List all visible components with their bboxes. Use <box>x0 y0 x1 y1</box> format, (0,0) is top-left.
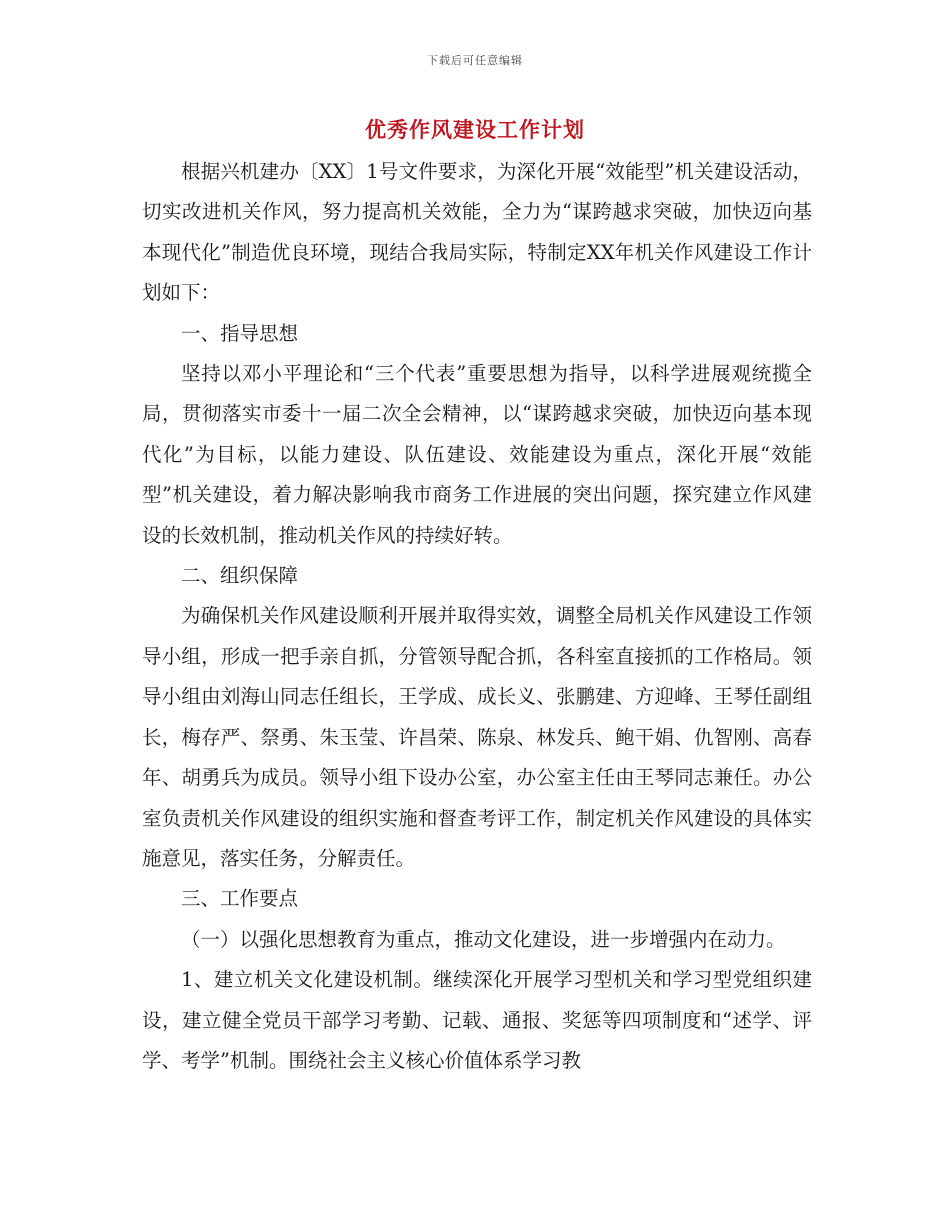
section-heading: 三、工作要点 <box>181 887 299 911</box>
page-header: 下载后可任意编辑 <box>427 54 523 67</box>
document-title: 优秀作风建设工作计划 <box>365 117 585 142</box>
subsection-heading: （一）以强化思想教育为重点，推动文化建设，进一步增强内在动力。 <box>181 927 786 951</box>
section-heading: 一、指导思想 <box>181 321 299 345</box>
section-heading: 二、组织保障 <box>181 564 299 588</box>
paragraph: 1、建立机关文化建设机制。继续深化开展学习型机关和学习型党组织建设，建立健全党员干部学习考勤、记载、通报、奖惩等四项制度和“述学、评学、考学”机制。围绕社会主义核心价值体系学习教 <box>142 968 812 1072</box>
document-body <box>142 152 812 1081</box>
paragraph-intro: 根据兴机建办〔XX〕1号文件要求，为深化开展“效能型”机关建设活动，切实改进机关作风，努力提高机关效能，全力为“谋跨越求突破，加快迈向基本现代化”制造优良环境，现结合我局实际，特制定XX年机关作风建设工作计划如下： <box>142 160 812 305</box>
paragraph: 坚持以邓小平理论和“三个代表”重要思想为指导，以科学进展观统揽全局，贯彻落实市委十一届二次全会精神，以“谋跨越求突破，加快迈向基本现代化”为目标，以能力建设、队伍建设、效能建设为重点，深化开展“效能型”机关建设，着力解决影响我市商务工作进展的突出问题，探究建立作风建设的长效机制，推动机关作风的持续好转。 <box>142 362 812 547</box>
paragraph: 为确保机关作风建设顺利开展并取得实效，调整全局机关作风建设工作领导小组，形成一把手亲自抓，分管领导配合抓，各科室直接抓的工作格局。领导小组由刘海山同志任组长，王学成、成长义、张鹏建、方迎峰、王琴任副组长，梅存严、祭勇、朱玉莹、许昌荣、陈泉、林发兵、鲍干娟、仇智刚、高春年、胡勇兵为成员。领导小组下设办公室，办公室主任由王琴同志兼任。办公室负责机关作风建设的组织实施和督查考评工作，制定机关作风建设的具体实施意见，落实任务，分解责任。 <box>142 604 812 870</box>
